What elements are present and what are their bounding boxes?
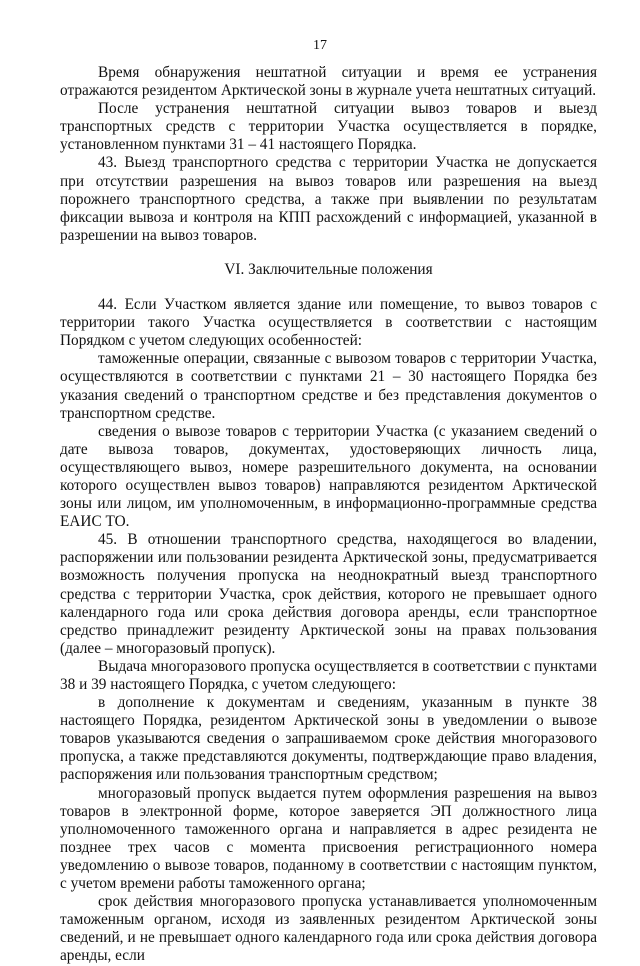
paragraph: в дополнение к документам и сведениям, указанным в пункте 38 настоящего Порядка, резидентом Арктической зоны в уведомлении о вывозе товаров указываются сведения о запрашиваемом сроке действия многоразового пропуска, а также представляются документы, подтверждающие право владения, распоряжения или пользования транспортным средством;	[60, 694, 597, 784]
paragraph: срок действия многоразового пропуска устанавливается уполномоченным таможенным органом, исходя из заявленных резидентом Арктической зоны сведений, и не превышает одного календарного года или срока действия договора аренды, если	[60, 893, 597, 965]
paragraph: сведения о вывозе товаров с территории Участка (с указанием сведений о дате вывоза товаров, документах, удостоверяющих личность лица, осуществляющего вывоз, номере разрешительного документа, на основании которого осуществлен вывоз товаров) направляются резидентом Арктической зоны или лицом, им уполномоченным, в информационно-программные средства ЕАИС ТО.	[60, 422, 597, 531]
document-body	[60, 64, 597, 966]
paragraph-item-44: 44. Если Участком является здание или помещение, то вывоз товаров с территории такого Участка осуществляется в соответствии с настоящим Порядком с учетом следующих особенностей:	[60, 296, 597, 350]
paragraph: Выдача многоразового пропуска осуществляется в соответствии с пунктами 38 и 39 настоящего Порядка, с учетом следующего:	[60, 657, 597, 693]
page-number: 17	[313, 38, 327, 53]
paragraph: таможенные операции, связанные с вывозом товаров с территории Участка, осуществляются в соответствии с пунктами 21 – 30 настоящего Порядка без указания сведений о транспортном средстве и без представления документов о транспортном средстве.	[60, 350, 597, 422]
paragraph: многоразовый пропуск выдается путем оформления разрешения на вывоз товаров в электронной форме, которое заверяется ЭП должностного лица уполномоченного таможенного органа и направляется в адрес резидента не позднее трех часов с момента присвоения регистрационного номера уведомлению о вывозе товаров, поданному в соответствии с настоящим пунктом, с учетом времени работы таможенного органа;	[60, 784, 597, 893]
paragraph-item-43: 43. Выезд транспортного средства с территории Участка не допускается при отсутствии разрешения на вывоз товаров или разрешения на выезд порожнего транспортного средства, а также при выявлении по результатам фиксации вывоза и контроля на КПП расхождений с информацией, указанной в разрешении на вывоз товаров.	[60, 154, 597, 244]
paragraph: После устранения нештатной ситуации вывоз товаров и выезд транспортных средств с территории Участка осуществляется в порядке, установленном пунктами 31 – 41 настоящего Порядка.	[60, 100, 597, 154]
paragraph: Время обнаружения нештатной ситуации и время ее устранения отражаются резидентом Арктической зоны в журнале учета нештатных ситуаций.	[60, 64, 597, 100]
paragraph-item-45: 45. В отношении транспортного средства, находящегося во владении, распоряжении или пользовании резидента Арктической зоны, предусматривается возможность получения пропуска на неоднократный выезд транспортного средства с территории Участка, срок действия, которого не превышает одного календарного года или срока действия договора аренды, если транспортное средство принадлежит резиденту Арктической зоны на правах пользования (далее – многоразовый пропуск).	[60, 531, 597, 657]
section-title: VI. Заключительные положения	[224, 260, 433, 278]
